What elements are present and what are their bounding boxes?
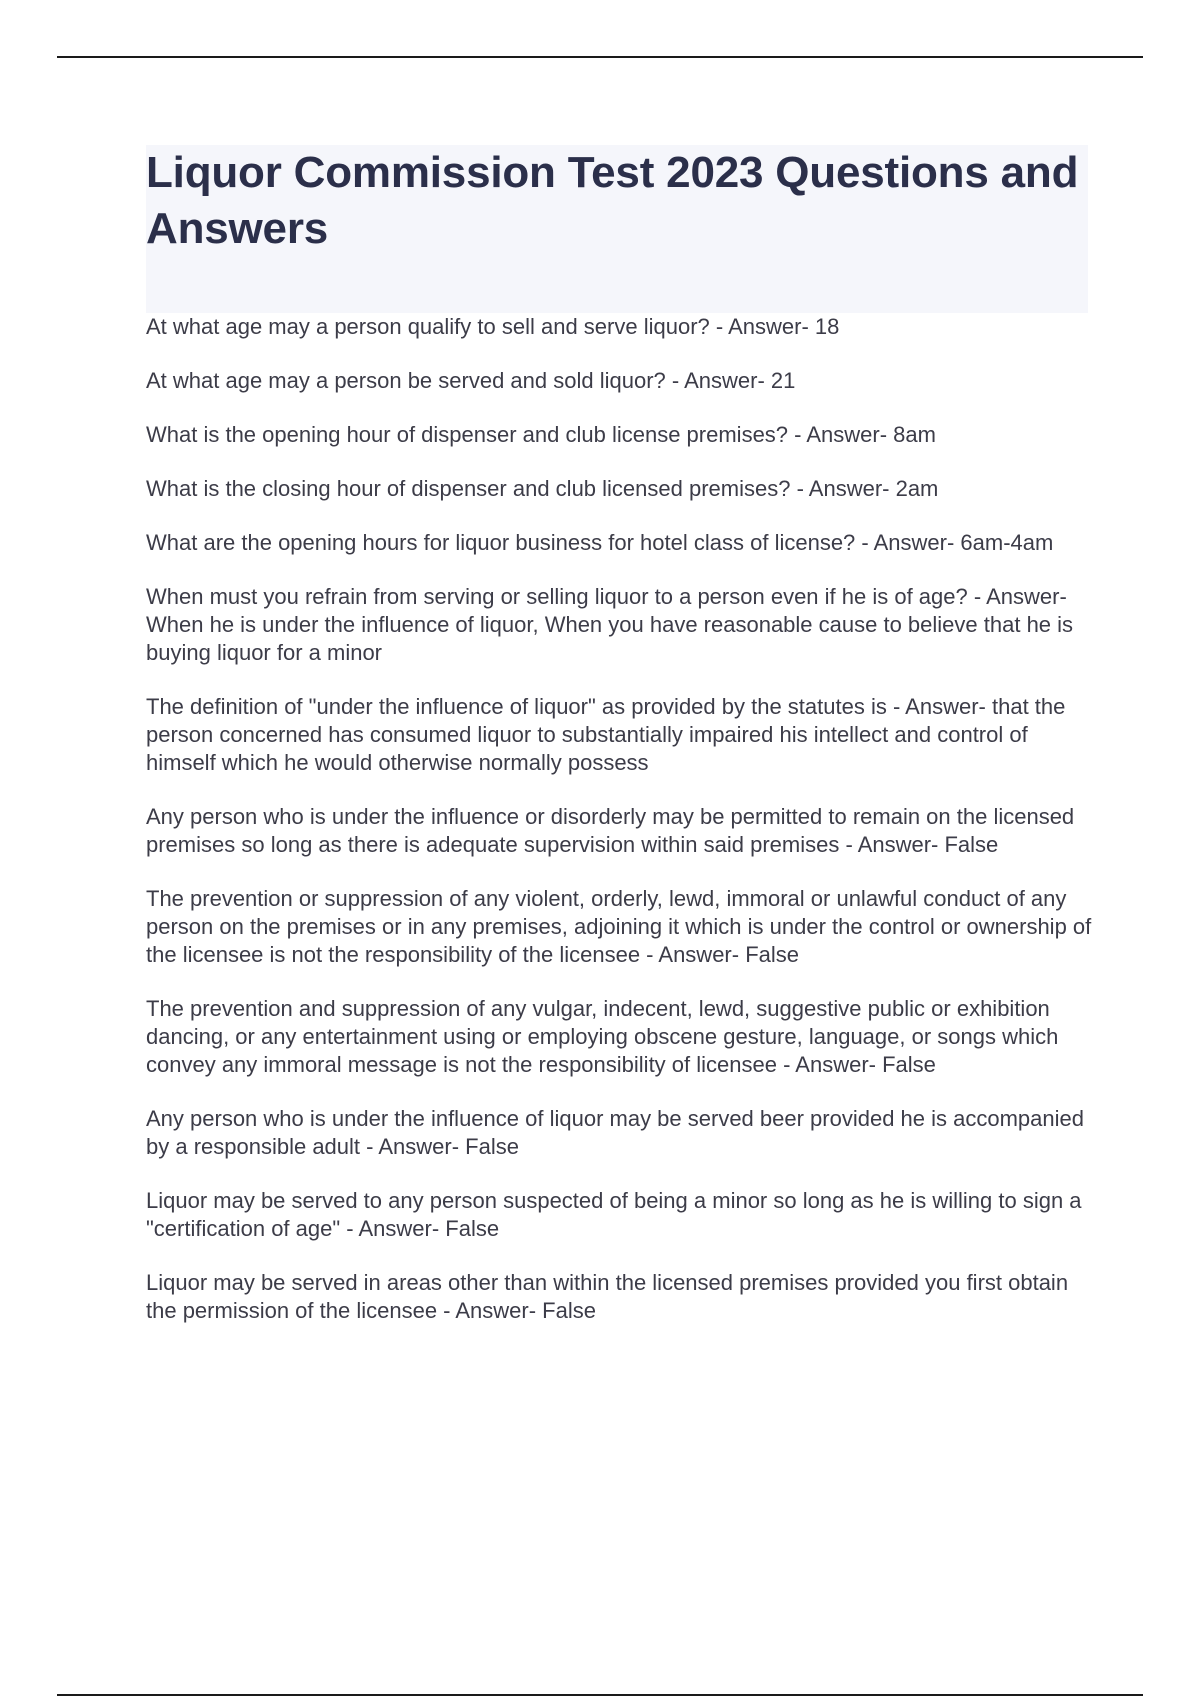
- qa-item-7: The definition of "under the influence of liquor" as provided by the statutes is - Answer- that the person concerned has consumed liquor to substantially impaired his intellect and control of himself which he would otherwise normally possess: [146, 694, 1066, 775]
- qa-item-10: The prevention and suppression of any vulgar, indecent, lewd, suggestive public or exhibition dancing, or any entertainment using or employing obscene gesture, language, or songs which convey any immoral message is not the responsibility of licensee - Answer- False: [146, 996, 1059, 1077]
- qa-item-9: The prevention or suppression of any violent, orderly, lewd, immoral or unlawful conduct of any person on the premises or in any premises, adjoining it which is under the control or ownership of the licensee is not the responsibility of the licensee - Answer- False: [146, 886, 1092, 967]
- qa-item-1: At what age may a person qualify to sell and serve liquor? - Answer- 18: [146, 314, 840, 339]
- qa-item-12: Liquor may be served to any person suspected of being a minor so long as he is willing to sign a "certification of age" - Answer- False: [146, 1188, 1082, 1241]
- qa-item-6: When must you refrain from serving or selling liquor to a person even if he is of age? - Answer- When he is under the influence of liquor, When you have reasonable cause to believe that he is buying liquor for a minor: [146, 584, 1074, 665]
- title-block: [146, 145, 1088, 313]
- qa-item-8: Any person who is under the influence or disorderly may be permitted to remain on the licensed premises so long as there is adequate supervision within said premises - Answer- False: [146, 804, 1075, 857]
- qa-item-5: What are the opening hours for liquor business for hotel class of license? - Answer- 6am-4am: [146, 530, 1054, 555]
- qa-item-11: Any person who is under the influence of liquor may be served beer provided he is accompanied by a responsible adult - Answer- False: [146, 1106, 1084, 1159]
- qa-item-3: What is the opening hour of dispenser and club license premises? - Answer- 8am: [146, 422, 936, 447]
- top-rule: [57, 56, 1143, 58]
- page-title: Liquor Commission Test 2023 Questions and Answers: [146, 148, 1079, 253]
- qa-list: [146, 313, 1096, 1351]
- qa-item-2: At what age may a person be served and sold liquor? - Answer- 21: [146, 368, 796, 393]
- qa-item-4: What is the closing hour of dispenser and club licensed premises? - Answer- 2am: [146, 476, 939, 501]
- qa-item-13: Liquor may be served in areas other than within the licensed premises provided you first obtain the permission of the licensee - Answer- False: [146, 1270, 1069, 1323]
- bottom-rule: [57, 1694, 1143, 1696]
